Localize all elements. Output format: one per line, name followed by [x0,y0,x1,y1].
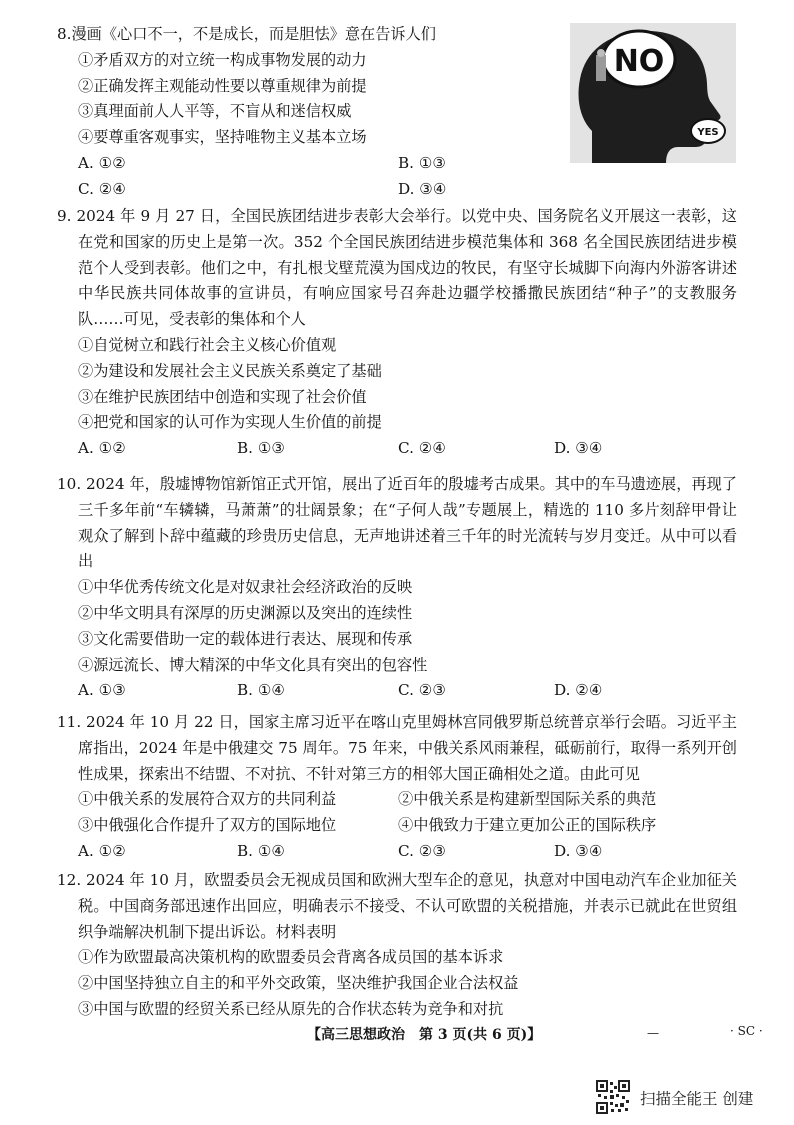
choice-a[interactable]: A. ①② [78,842,126,861]
question-11-options-row2 [57,813,737,839]
question-8-stem: 8.漫画《心口不一，不是成长，而是胆怯》意在告诉人们 [57,25,436,43]
scanner-label: 扫描全能王 创建 [640,1090,754,1108]
question-10-option-3: ③文化需要借助一定的载体进行表达、展现和传承 [78,629,413,648]
question-11-option-1: ①中俄关系的发展符合双方的共同利益 [78,790,337,809]
choice-b[interactable]: B. ①④ [237,681,286,700]
question-9-stem: 9. 2024 年 9 月 27 日，全国民族团结进步表彰大会举行。以党中央、国务院名义开展这一表彰，这在党和国家的历史上是第一次。352 个全国民族团结进步模范集体和 368 名全国民族团结进步模范个人受到表彰。他们之中，有扎根戈壁荒漠为国戍边的牧民，有坚守长城脚下向海内外游客讲述中华民族共同体故事的宣讲员，有响应国家号召奔赴边疆学校播撒民族团结“种子”的支教服务队……可见，受表彰的集体和个人 [57,207,737,329]
cartoon-image [570,23,736,163]
choice-c[interactable]: C. ②③ [398,842,446,861]
choice-a[interactable]: A. ①② [78,153,126,172]
question-12-stem: 12. 2024 年 10 月，欧盟委员会无视成员国和欧洲大型车企的意见，执意对中国电动汽车企业加征关税。中国商务部迅速作出回应，明确表示不接受、不认可欧盟的关税措施，并表示已就此在世贸组织争端解决机制下提出诉讼。材料表明 [57,871,737,941]
question-8-option-2: ②正确发挥主观能动性要以尊重规律为前提 [78,76,367,95]
question-9 [57,204,737,462]
choice-c[interactable]: C. ②③ [398,681,446,700]
scanner-watermark [596,1080,776,1116]
question-12-option-2: ②中国坚持独立自主的和平外交政策，坚决维护我国企业合法权益 [78,974,519,993]
choice-b[interactable]: B. ①④ [237,842,286,861]
footer-dash: — [647,1026,659,1040]
choice-a[interactable]: A. ①③ [78,681,126,700]
question-11-option-2: ②中俄关系是构建新型国际关系的典范 [398,790,657,809]
question-8-choices-row2 [57,177,567,203]
choice-d[interactable]: D. ③④ [398,179,447,198]
question-11-option-4: ④中俄致力于建立更加公正的国际秩序 [398,816,657,835]
choice-b[interactable]: B. ①③ [237,439,286,458]
question-12-option-1: ①作为欧盟最高决策机构的欧盟委员会背离各成员国的基本诉求 [78,948,504,967]
footer-page-info: 【高三思想政治 第 3 页(共 6 页)】 [307,1027,542,1043]
question-12 [57,868,737,1023]
choice-c[interactable]: C. ②④ [398,439,446,458]
choice-d[interactable]: D. ③④ [554,842,603,861]
question-9-option-1: ①自觉树立和践行社会主义核心价值观 [78,335,337,354]
question-10-choices [57,678,737,704]
footer-code: · SC · [730,1024,763,1038]
question-9-option-2: ②为建设和发展社会主义民族关系奠定了基础 [78,361,382,380]
choice-d[interactable]: D. ③④ [554,439,603,458]
question-9-option-4: ④把党和国家的认可作为实现人生价值的前提 [78,413,382,432]
question-8-option-4: ④要尊重客观事实，坚持唯物主义基本立场 [78,128,367,147]
question-12-option-3: ③中国与欧盟的经贸关系已经从原先的合作状态转为竞争和对抗 [78,999,504,1018]
question-8 [57,22,567,203]
question-11-stem: 11. 2024 年 10 月 22 日，国家主席习近平在喀山克里姆林宫同俄罗斯总统普京举行会晤。习近平主席指出，2024 年是中俄建交 75 周年。75 年来，中俄关系风雨兼程，砥砺前行，取得一系列开创性成果，探索出不结盟、不对抗、不针对第三方的相邻大国正确相处之道。由此可见 [57,713,737,783]
question-11-options-row1 [57,787,737,813]
choice-c[interactable]: C. ②④ [78,179,126,198]
question-8-choices [57,151,567,177]
no-bubble-text: NO [613,44,665,79]
question-11 [57,710,737,865]
question-10-option-2: ②中华文明具有深厚的历史渊源以及突出的连续性 [78,603,413,622]
head-silhouette-icon [570,23,736,163]
choice-d[interactable]: D. ②④ [554,681,603,700]
question-9-option-3: ③在维护民族团结中创造和实现了社会价值 [78,387,367,406]
question-11-choices [57,839,737,865]
question-10-option-4: ④源远流长、博大精深的中华文化具有突出的包容性 [78,655,428,674]
question-8-option-1: ①矛盾双方的对立统一构成事物发展的动力 [78,50,367,69]
question-9-choices [57,436,737,462]
choice-b[interactable]: B. ①③ [398,153,447,172]
choice-a[interactable]: A. ①② [78,439,126,458]
question-8-option-3: ③真理面前人人平等，不盲从和迷信权威 [78,102,352,121]
qr-code-icon [596,1080,630,1114]
question-10 [57,472,737,704]
yes-bubble-text: YES [697,127,719,138]
question-10-stem: 10. 2024 年，殷墟博物馆新馆正式开馆，展出了近百年的殷墟考古成果。其中的车马遗迹展，再现了三千多年前“车辚辚，马萧萧”的壮阔景象；在“子何人哉”专题展上，精选的 110 多片刻辞甲骨让观众了解到卜辞中蕴藏的珍贵历史信息，无声地讲述着三千年的时光流转与岁月变迁。从中可以看出 [57,475,737,571]
question-11-option-3: ③中俄强化合作提升了双方的国际地位 [78,816,337,835]
question-10-option-1: ①中华优秀传统文化是对奴隶社会经济政治的反映 [78,578,413,597]
